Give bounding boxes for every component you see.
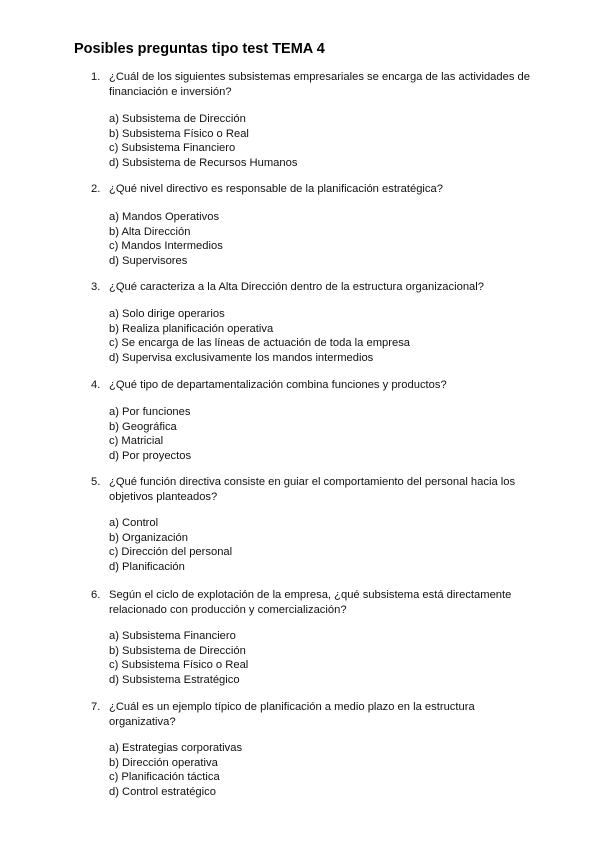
answer-option: c) Planificación táctica	[109, 771, 220, 784]
question-text: ¿Qué nivel directivo es responsable de la planificación estratégica?	[109, 183, 443, 195]
answer-option: a) Subsistema Financiero	[109, 630, 236, 642]
answer-options	[109, 629, 539, 688]
answer-option: a) Mandos Operativos	[109, 211, 220, 223]
answer-options	[109, 405, 539, 464]
question-text: ¿Cuál es un ejemplo típico de planificación a medio plazo en la estructura organizativa?	[109, 701, 475, 728]
answer-option: b) Organización	[109, 531, 188, 544]
answer-option: b) Subsistema Físico o Real	[109, 127, 249, 140]
answer-option: a) Subsistema de Dirección	[109, 113, 246, 125]
answer-option: d) Control estratégico	[109, 786, 216, 799]
answer-option: a) Estrategias corporativas	[109, 742, 243, 754]
answer-option: b) Subsistema de Dirección	[109, 644, 246, 657]
answer-option: c) Subsistema Físico o Real	[109, 659, 249, 672]
answer-option: d) Subsistema de Recursos Humanos	[109, 157, 298, 170]
answer-option: c) Mandos Intermedios	[109, 240, 223, 253]
answer-option: c) Dirección del personal	[109, 546, 233, 559]
answer-options	[109, 112, 539, 171]
answer-option: d) Planificación	[109, 561, 185, 574]
answer-options	[109, 210, 539, 269]
answer-option: a) Por funciones	[109, 406, 191, 418]
answer-option: d) Supervisa exclusivamente los mandos intermedios	[109, 352, 374, 365]
answer-option: a) Solo dirige operarios	[109, 308, 225, 320]
answer-option: d) Por proyectos	[109, 450, 192, 463]
page-title: Posibles preguntas tipo test TEMA 4	[74, 41, 325, 57]
question-number: 2.	[91, 183, 101, 195]
answer-option: d) Subsistema Estratégico	[109, 674, 240, 687]
question-text: ¿Cuál de los siguientes subsistemas empresariales se encarga de las actividades de financiación e inversión?	[109, 71, 530, 98]
answer-option: a) Control	[109, 517, 159, 529]
question-number: 6.	[91, 589, 101, 601]
answer-option: b) Alta Dirección	[109, 225, 191, 238]
answer-option: c) Matricial	[109, 435, 164, 448]
question-number: 4.	[91, 379, 101, 391]
question-number: 5.	[91, 476, 101, 488]
answer-option: c) Subsistema Financiero	[109, 142, 236, 155]
question-number: 7.	[91, 701, 101, 713]
question-text: ¿Qué tipo de departamentalización combina funciones y productos?	[109, 379, 447, 391]
answer-option: b) Realiza planificación operativa	[109, 322, 274, 335]
question-text: Según el ciclo de explotación de la empresa, ¿qué subsistema está directamente relacionado con producción y comercialización?	[109, 589, 512, 616]
question-text: ¿Qué función directiva consiste en guiar el comportamiento del personal hacia los objetivos planteados?	[109, 476, 516, 503]
question-number: 3.	[91, 281, 101, 293]
question-number: 1.	[91, 71, 101, 83]
answer-options	[109, 307, 539, 366]
answer-option: c) Se encarga de las líneas de actuación de toda la empresa	[109, 337, 411, 350]
answer-options	[109, 741, 539, 800]
answer-options	[109, 516, 539, 575]
answer-option: b) Geográfica	[109, 420, 177, 433]
question-text: ¿Qué caracteriza a la Alta Dirección dentro de la estructura organizacional?	[109, 281, 484, 293]
answer-option: d) Supervisores	[109, 255, 188, 268]
answer-option: b) Dirección operativa	[109, 756, 218, 769]
